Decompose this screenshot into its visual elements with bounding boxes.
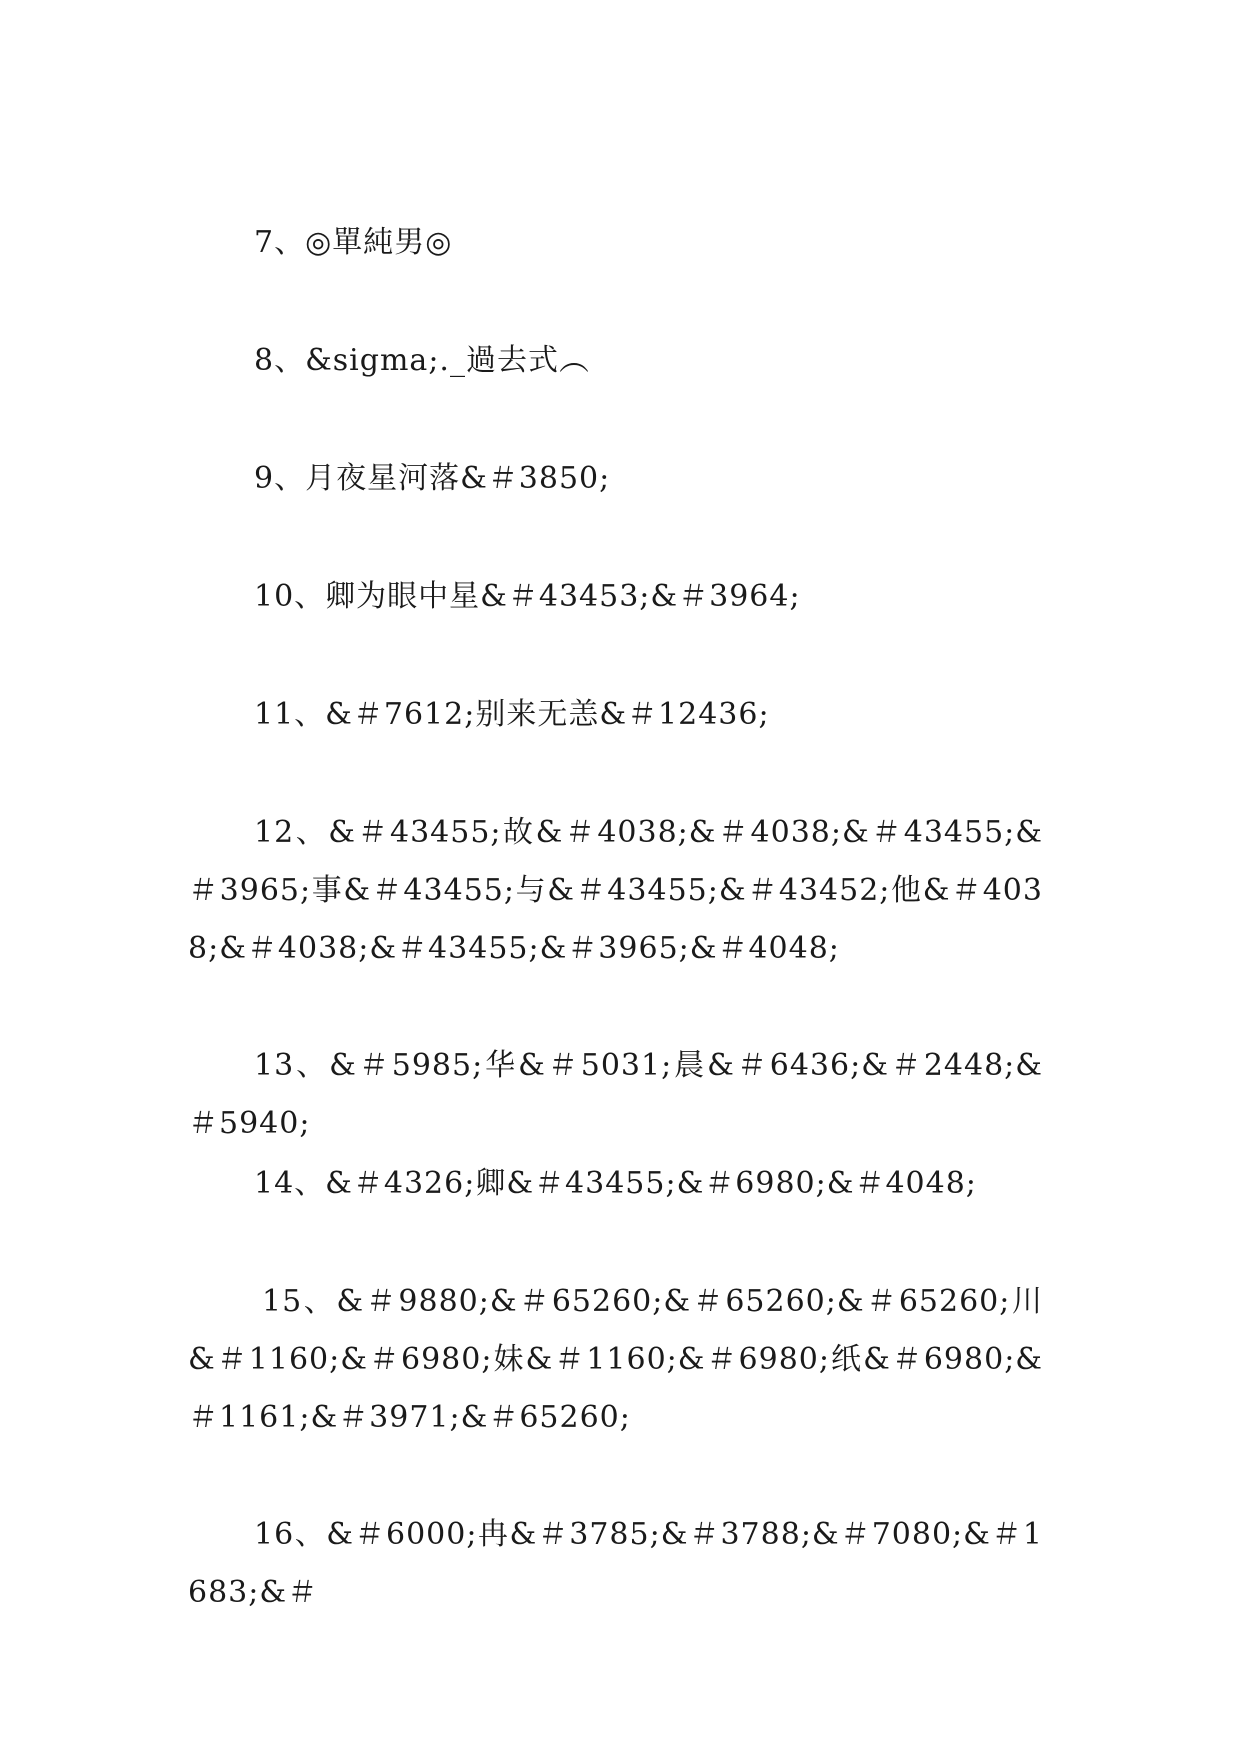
list-item-15: 15、&＃9880;&＃65260;&＃65260;&＃65260;川&＃1160;&＃6980;妹&＃1160;&＃6980;纸&＃6980;&＃1161;&＃3971;&＃65260;: [188, 1284, 1043, 1435]
list-item-12: 12、&＃43455;故&＃4038;&＃4038;&＃43455;&＃3965;事&＃43455;与&＃43455;&＃43452;他&＃4038;&＃4038;&＃43455;&＃3965;&＃4048;: [188, 815, 1043, 966]
list-item-8: 8、&sigma;._過去式︵: [254, 343, 590, 378]
list-item-9: 9、月夜星河落&＃3850;: [254, 461, 611, 496]
list-item-7: 7、◎單純男◎: [254, 225, 453, 260]
list-item-10: 10、卿为眼中星&＃43453;&＃3964;: [254, 579, 801, 614]
list-item-11: 11、&＃7612;别来无恙&＃12436;: [254, 697, 770, 732]
list-item-13: 13、&＃5985;华&＃5031;晨&＃6436;&＃2448;&＃5940;: [188, 1048, 1043, 1141]
list-item-14: 14、&＃4326;卿&＃43455;&＃6980;&＃4048;: [254, 1166, 977, 1201]
list-item-16: 16、&＃6000;冉&＃3785;&＃3788;&＃7080;&＃1683;&＃: [188, 1517, 1043, 1610]
